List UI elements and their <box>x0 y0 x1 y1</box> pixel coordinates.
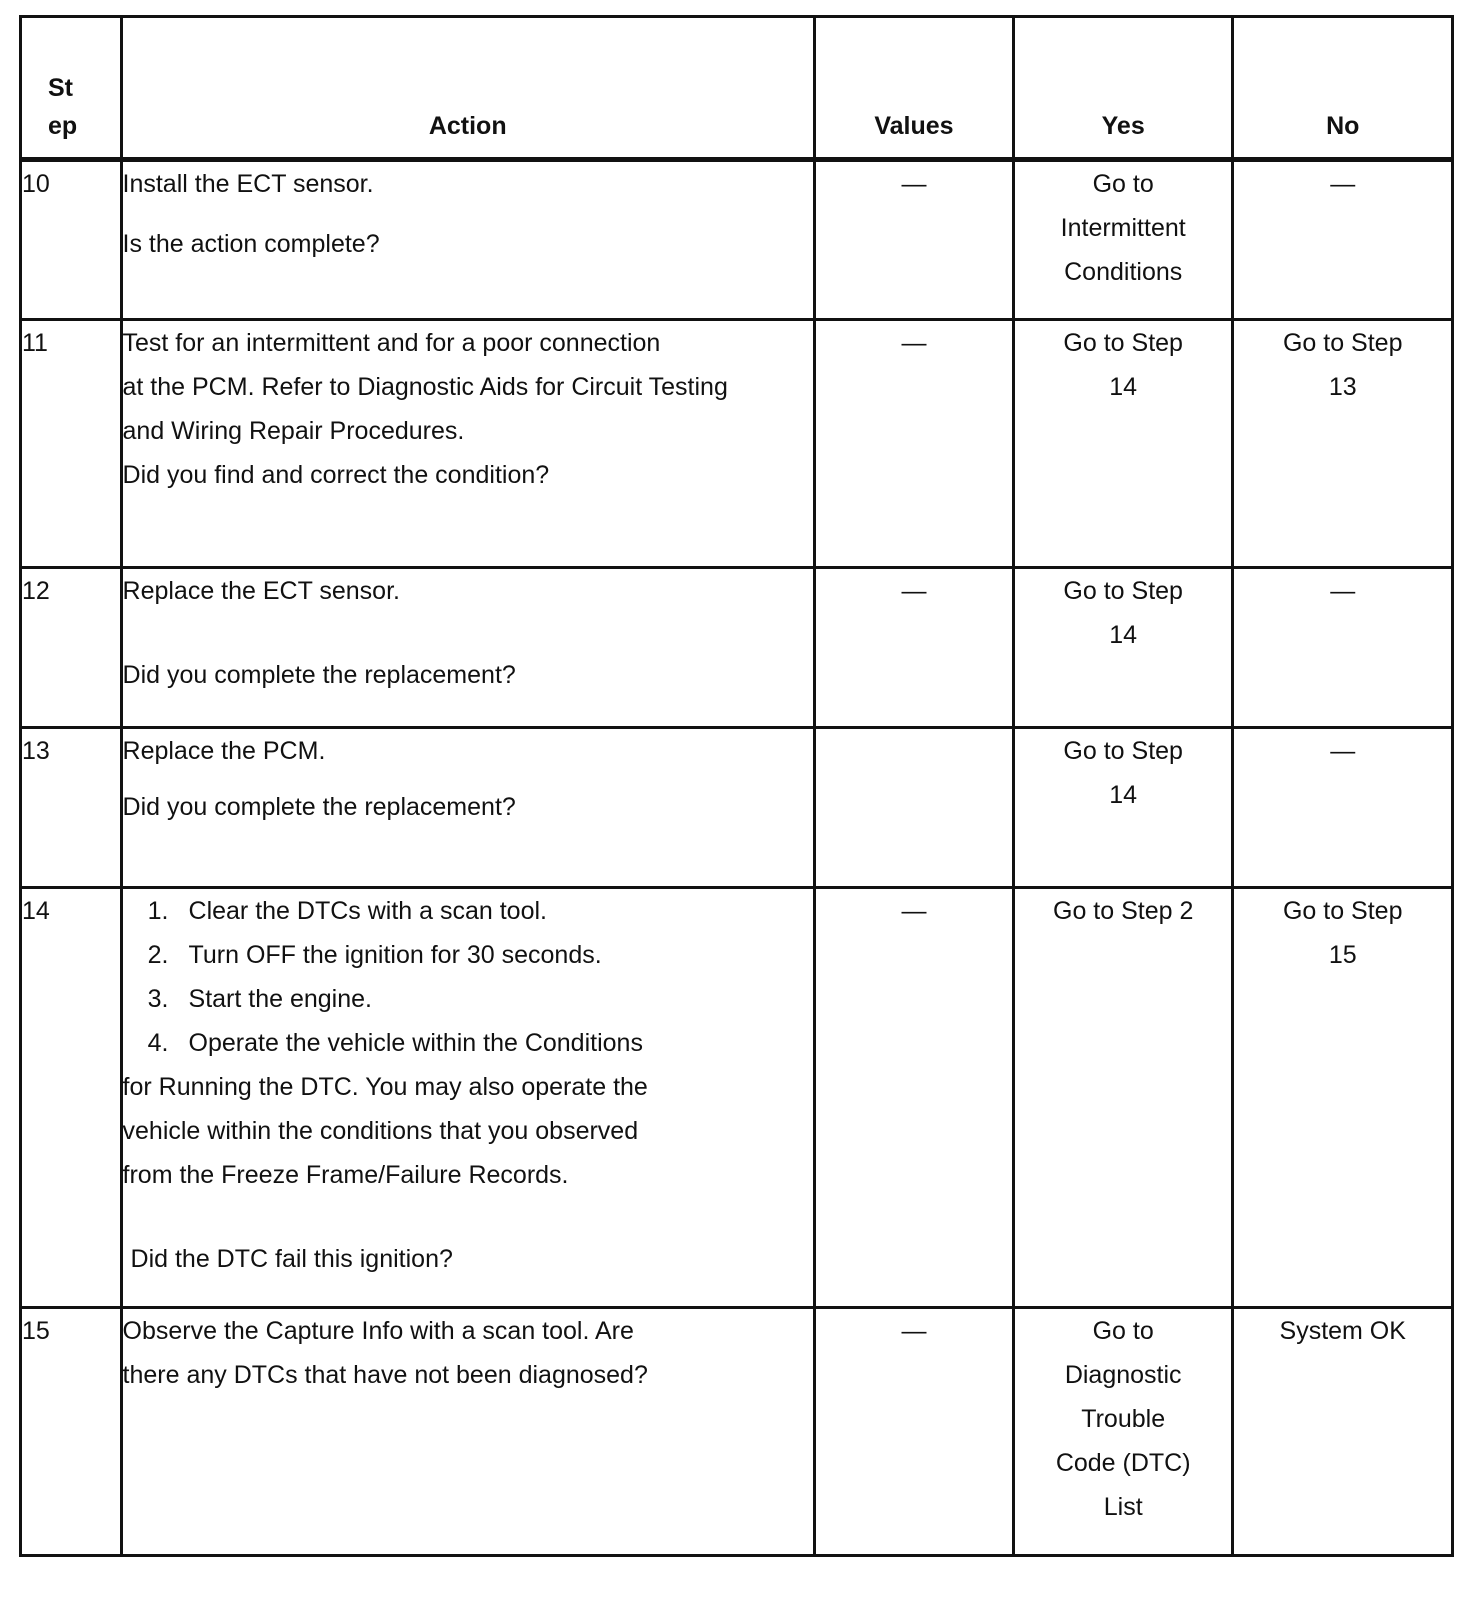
yes-link[interactable]: Conditions <box>1064 258 1183 286</box>
yes-link[interactable]: 14 <box>1109 781 1138 809</box>
yes-link[interactable]: Go to Step <box>1063 577 1183 605</box>
no-link[interactable]: Go to Step <box>1282 329 1403 357</box>
yes-link[interactable]: Go to Step <box>1063 329 1183 357</box>
header-step <box>21 17 122 160</box>
action-line: for Running the DTC. You may also operate the <box>122 1073 648 1101</box>
step-number: 15 <box>21 1308 122 1556</box>
yes-link[interactable]: Trouble <box>1081 1405 1166 1433</box>
table-row-step-12 <box>21 568 1453 728</box>
action-question: there any DTCs that have not been diagnosed? <box>122 1361 648 1389</box>
values-cell: — <box>814 160 1013 320</box>
yes-link[interactable]: Go to <box>1092 1317 1154 1345</box>
header-step-line1: St <box>48 74 73 102</box>
yes-cell <box>1013 728 1233 888</box>
action-cell <box>121 1308 814 1556</box>
action-question: Did you complete the replacement? <box>122 793 516 821</box>
header-step-line2: ep <box>48 112 78 140</box>
list-item: 4. Operate the vehicle within the Conditions <box>147 1029 643 1057</box>
diagnostic-table <box>19 15 1454 1557</box>
values-cell: — <box>814 320 1013 568</box>
no-cell <box>1233 320 1453 568</box>
list-item: 3. Start the engine. <box>147 985 372 1013</box>
no-cell: — <box>1233 568 1453 728</box>
list-item: 1. Clear the DTCs with a scan tool. <box>147 897 547 925</box>
no-cell: System OK <box>1233 1308 1453 1556</box>
no-cell <box>1233 888 1453 1308</box>
action-line: Observe the Capture Info with a scan tool. Are <box>122 1317 634 1345</box>
no-cell: — <box>1233 160 1453 320</box>
no-link[interactable]: 15 <box>1328 941 1357 969</box>
step-number: 12 <box>21 568 122 728</box>
yes-link[interactable]: Diagnostic <box>1064 1361 1182 1389</box>
action-question: Did the DTC fail this ignition? <box>130 1245 453 1273</box>
yes-cell <box>1013 160 1233 320</box>
values-cell <box>814 728 1013 888</box>
action-cell <box>121 888 814 1308</box>
yes-link[interactable]: Code (DTC) <box>1055 1449 1191 1477</box>
action-line: Replace the PCM. <box>122 737 326 765</box>
header-yes: Yes <box>1013 17 1233 160</box>
action-line: from the Freeze Frame/Failure Records. <box>122 1161 569 1189</box>
action-line: Replace the ECT sensor. <box>122 577 400 605</box>
step-number: 10 <box>21 160 122 320</box>
list-item: 2. Turn OFF the ignition for 30 seconds. <box>147 941 602 969</box>
action-cell <box>121 568 814 728</box>
no-link[interactable]: 13 <box>1328 373 1357 401</box>
yes-link[interactable]: 14 <box>1109 373 1138 401</box>
yes-link[interactable]: List <box>1103 1493 1143 1521</box>
step-number: 11 <box>21 320 122 568</box>
header-row <box>21 17 1453 160</box>
table-row-step-14 <box>21 888 1453 1308</box>
action-line: at the PCM. Refer to Diagnostic Aids for Circuit Testing <box>122 373 728 401</box>
table-row-step-11 <box>21 320 1453 568</box>
action-line: and Wiring Repair Procedures. <box>122 417 465 445</box>
yes-link[interactable]: Go to <box>1092 170 1154 198</box>
no-link[interactable]: Go to Step <box>1282 897 1403 925</box>
yes-cell <box>1013 1308 1233 1556</box>
action-line: Install the ECT sensor. <box>122 170 374 198</box>
action-cell <box>121 160 814 320</box>
action-question: Is the action complete? <box>122 230 380 258</box>
yes-link[interactable]: Go to Step <box>1063 737 1183 765</box>
yes-cell <box>1013 320 1233 568</box>
yes-link[interactable]: Intermittent <box>1060 214 1186 242</box>
values-cell: — <box>814 888 1013 1308</box>
header-no: No <box>1233 17 1453 160</box>
values-cell: — <box>814 568 1013 728</box>
action-line: Test for an intermittent and for a poor connection <box>122 329 661 357</box>
yes-link[interactable]: Go to Step 2 <box>1053 897 1194 925</box>
table-row-step-15 <box>21 1308 1453 1556</box>
header-values: Values <box>814 17 1013 160</box>
action-cell <box>121 320 814 568</box>
values-cell: — <box>814 1308 1013 1556</box>
no-cell: — <box>1233 728 1453 888</box>
table-row-step-10 <box>21 160 1453 320</box>
step-number: 13 <box>21 728 122 888</box>
action-steps-list <box>123 889 813 1065</box>
action-cell <box>121 728 814 888</box>
table-row-step-13 <box>21 728 1453 888</box>
yes-cell <box>1013 888 1233 1308</box>
header-action: Action <box>121 17 814 160</box>
action-line: vehicle within the conditions that you observed <box>122 1117 639 1145</box>
step-number: 14 <box>21 888 122 1308</box>
action-question: Did you find and correct the condition? <box>122 461 550 489</box>
yes-link[interactable]: 14 <box>1109 621 1138 649</box>
action-question: Did you complete the replacement? <box>122 661 516 689</box>
yes-cell <box>1013 568 1233 728</box>
